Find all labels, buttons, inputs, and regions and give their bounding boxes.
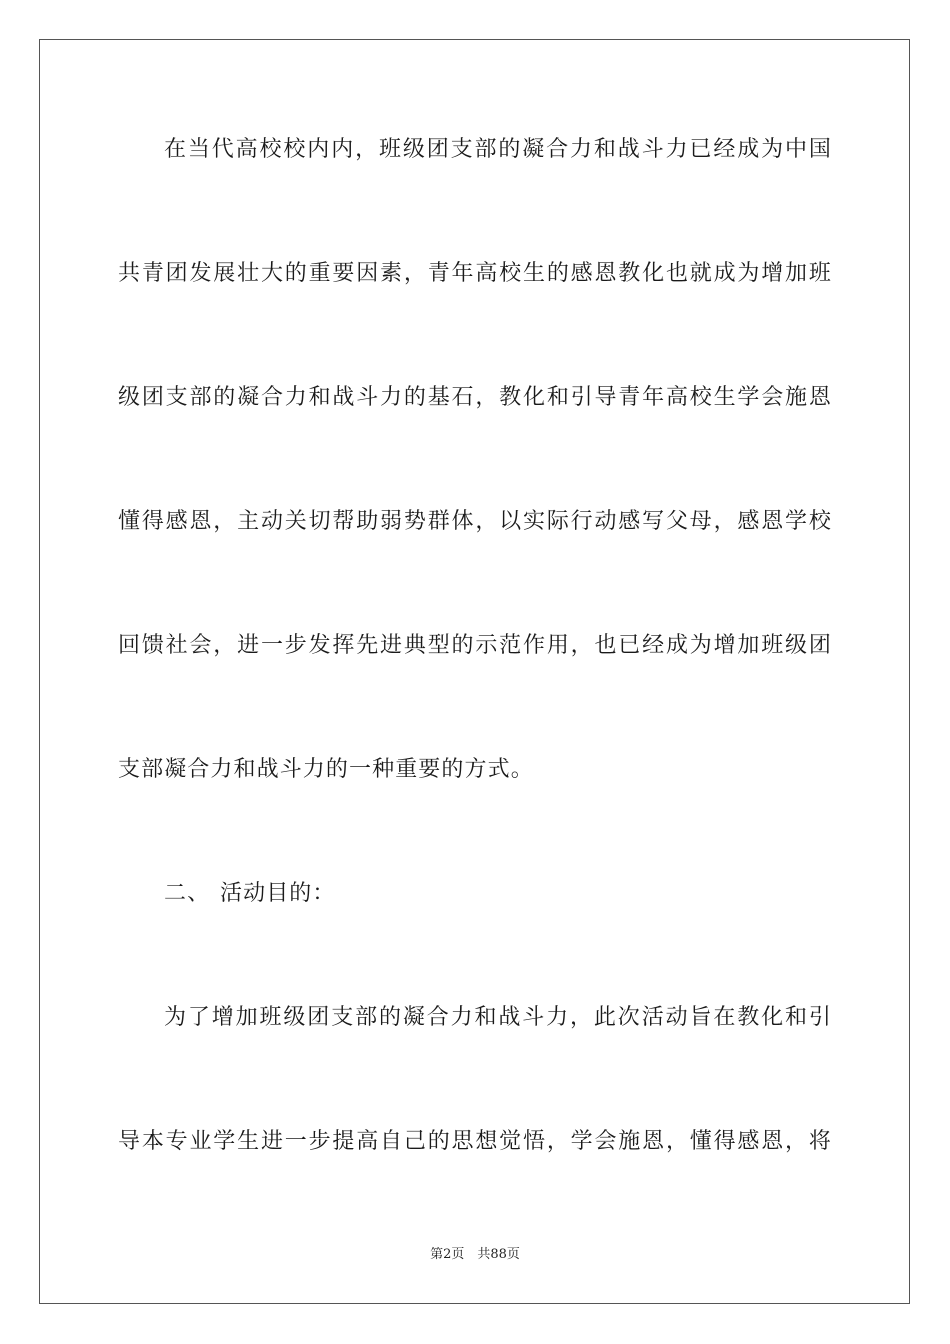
section-title: 活动目的： (220, 881, 336, 906)
text-line: 导本专业学生进一步提高自己的思想觉悟，学会施恩，懂得感恩，将 (118, 1129, 832, 1154)
text-line: 在当代高校校内内，班级团支部的凝合力和战斗力已经成为中国 (164, 137, 832, 162)
section-number: 二、 (164, 881, 211, 906)
text-line: 懂得感恩，主动关切帮助弱势群体，以实际行动感写父母，感恩学校 (118, 509, 832, 534)
text-line: 为了增加班级团支部的凝合力和战斗力，此次活动旨在教化和引 (164, 1005, 832, 1030)
text-line: 回馈社会，进一步发挥先进典型的示范作用，也已经成为增加班级团 (118, 633, 832, 658)
page-border (39, 39, 910, 1304)
section-heading (164, 879, 336, 909)
text-line: 共青团发展壮大的重要因素，青年高校生的感恩教化也就成为增加班 (118, 261, 832, 286)
text-line: 支部凝合力和战斗力的一种重要的方式。 (118, 757, 534, 782)
page-number-footer: 第2页 共88页 (430, 1247, 520, 1262)
text-line: 级团支部的凝合力和战斗力的基石，教化和引导青年高校生学会施恩 (118, 385, 832, 410)
